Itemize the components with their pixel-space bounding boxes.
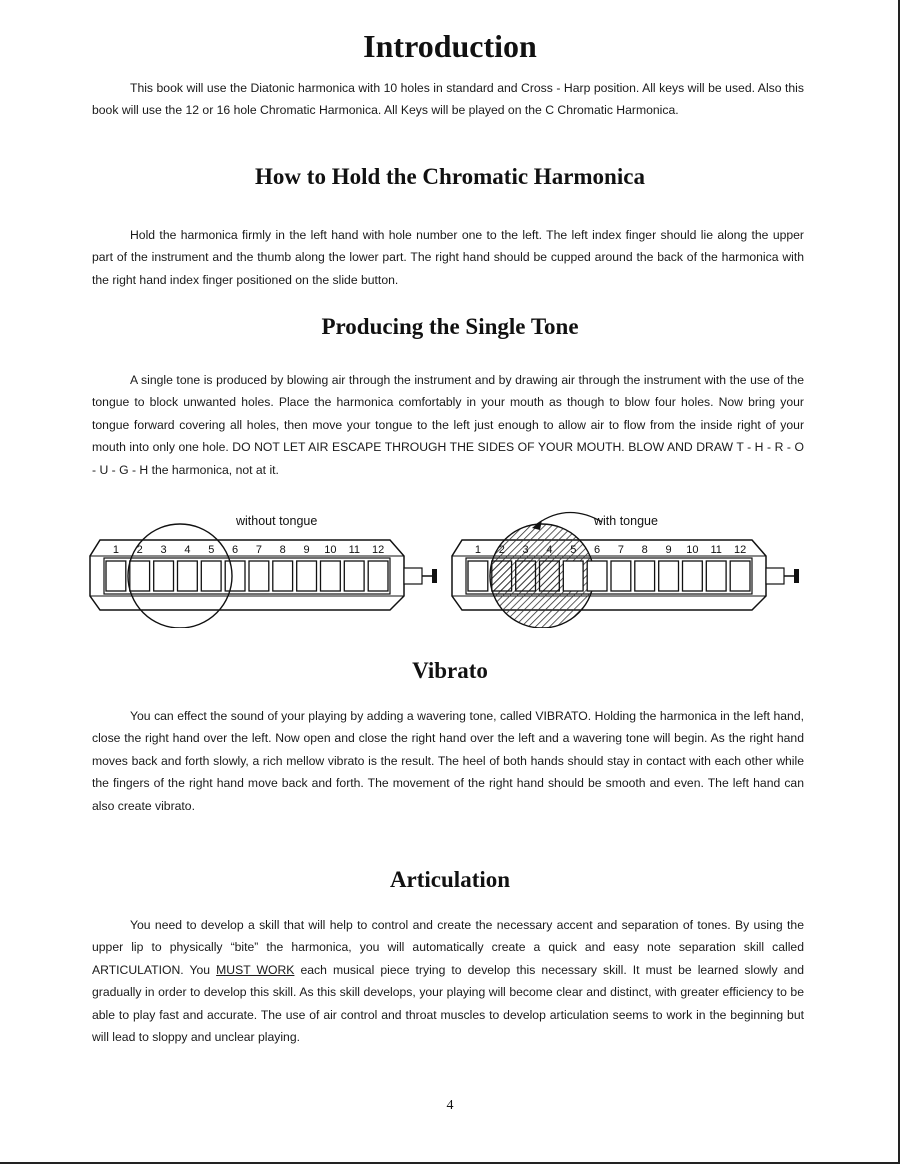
- hole-number: 6: [594, 544, 601, 556]
- harmonica-hole: [492, 561, 512, 591]
- harmonica-with-tongue: [452, 512, 799, 628]
- harmonica-diagram: [88, 508, 818, 628]
- hole-number: 9: [303, 544, 310, 556]
- slide-button-left: [404, 568, 422, 584]
- harmonica-hole: [130, 561, 150, 591]
- harmonica-hole: [659, 561, 679, 591]
- vibrato-heading: Vibrato: [412, 658, 488, 683]
- hole-number: 3: [522, 544, 529, 556]
- harmonica-hole: [683, 561, 703, 591]
- must-work-emphasis: MUST WORK: [216, 962, 295, 977]
- single-tone-paragraph: A single tone is produced by blowing air through the instrument and by drawing air through the instrument with the use of the tongue to block unwanted holes. Place the harmonica comfortably in your mouth as though to blow four holes. Now bring your tongue forward covering all holes, then move your tongue to the left just enough to allow air to flow from the inside right of your mouth into only one hole. DO NOT LET AIR ESCAPE THROUGH THE SIDES OF YOUR MOUTH. BLOW AND DRAW T - H - R - O - U - G - H the harmonica, not at it.: [92, 373, 804, 477]
- harmonica-hole: [611, 561, 631, 591]
- hole-number: 6: [232, 544, 239, 556]
- hole-number: 10: [324, 544, 337, 556]
- without-tongue-label: without tongue: [236, 514, 318, 528]
- harmonica-hole: [178, 561, 198, 591]
- harmonica-hole: [106, 561, 126, 591]
- harmonica-hole: [540, 561, 560, 591]
- articulation-text-start: You need to develop a skill that will help to control and create the necessary accent and separation of tones. By using the upper lip to physically “bite” the harmonica, you will automatically create a quick and easy note separation skill called ARTICULATION. You: [92, 918, 804, 977]
- harmonica-hole: [468, 561, 488, 591]
- vibrato-paragraph: You can effect the sound of your playing by adding a wavering tone, called VIBRATO. Holding the harmonica in the left hand, close the right hand over the left. Now open and close the right hand over the left and a wavering tone will begin. As the right hand moves back and forth slowly, a rich mellow vibrato is the result. The heel of both hands should stay in contact with each other while the fingers of the right hand move back and forth. The movement of the right hand should be smooth and even. The left hand can also create vibrato.: [92, 709, 804, 813]
- hole-number: 2: [498, 544, 505, 556]
- harmonica-hole: [706, 561, 726, 591]
- hole-number: 11: [710, 544, 722, 556]
- hole-number: 1: [474, 544, 481, 556]
- hole-number: 7: [255, 544, 262, 556]
- hole-number: 9: [665, 544, 672, 556]
- harmonica-hole: [344, 561, 364, 591]
- harmonica-without-tongue: [90, 524, 437, 628]
- hole-number: 11: [348, 544, 361, 556]
- hole-number: 4: [184, 544, 191, 556]
- intro-heading: Introduction: [363, 28, 537, 64]
- harmonica-hole: [563, 561, 583, 591]
- harmonica-hole: [249, 561, 269, 591]
- with-tongue-label: with tongue: [594, 514, 658, 528]
- hole-number: 10: [686, 544, 699, 556]
- articulation-paragraph: [92, 914, 804, 1048]
- single-tone-heading: Producing the Single Tone: [321, 314, 579, 339]
- harmonica-hole: [201, 561, 221, 591]
- hole-number: 7: [617, 544, 624, 556]
- hole-number: 2: [136, 544, 143, 556]
- tongue-move-arrow: [537, 512, 602, 524]
- hole-number: 12: [371, 544, 385, 556]
- harmonica-hole: [730, 561, 750, 591]
- harmonica-hole: [273, 561, 293, 591]
- page-number: 4: [446, 1098, 454, 1113]
- slide-button-right: [766, 568, 784, 584]
- harmonica-hole: [154, 561, 174, 591]
- hold-heading: How to Hold the Chromatic Harmonica: [255, 164, 645, 189]
- harmonica-hole: [587, 561, 607, 591]
- hole-number: 5: [570, 544, 577, 556]
- hole-number: 5: [208, 544, 215, 556]
- harmonica-hole: [321, 561, 341, 591]
- harmonica-hole: [635, 561, 655, 591]
- articulation-text-end: each musical piece trying to develop this necessary skill. It must be learned slowly and gradually in order to develop this skill. As this skill develops, your playing will become clear and distinct, with greater efficiency to be able to play fast and accurate. The use of air control and throat muscles to develop articulation seems to work in the beginning but will lead to sloppy and unclear playing.: [92, 962, 805, 1045]
- hole-number: 1: [112, 544, 119, 556]
- hold-paragraph: Hold the harmonica firmly in the left hand with hole number one to the left. The left index finger should lie along the upper part of the instrument and the thumb along the lower part. The right hand should be cupped around the back of the harmonica with the right hand index finger positioned on the slide button.: [92, 228, 804, 287]
- harmonica-hole: [368, 561, 388, 591]
- hole-number: 8: [641, 544, 648, 556]
- harmonica-hole: [225, 561, 245, 591]
- intro-paragraph: This book will use the Diatonic harmonica with 10 holes in standard and Cross - Harp position. All keys will be used. Also this book will use the 12 or 16 hole Chromatic Harmonica. All Keys will be played on the C Chromatic Harmonica.: [92, 81, 804, 118]
- hole-number: 8: [279, 544, 286, 556]
- harmonica-hole: [516, 561, 536, 591]
- hole-number: 12: [733, 544, 747, 556]
- harmonica-hole: [297, 561, 317, 591]
- hole-number: 4: [546, 544, 553, 556]
- hole-number: 3: [160, 544, 167, 556]
- articulation-heading: Articulation: [389, 867, 511, 892]
